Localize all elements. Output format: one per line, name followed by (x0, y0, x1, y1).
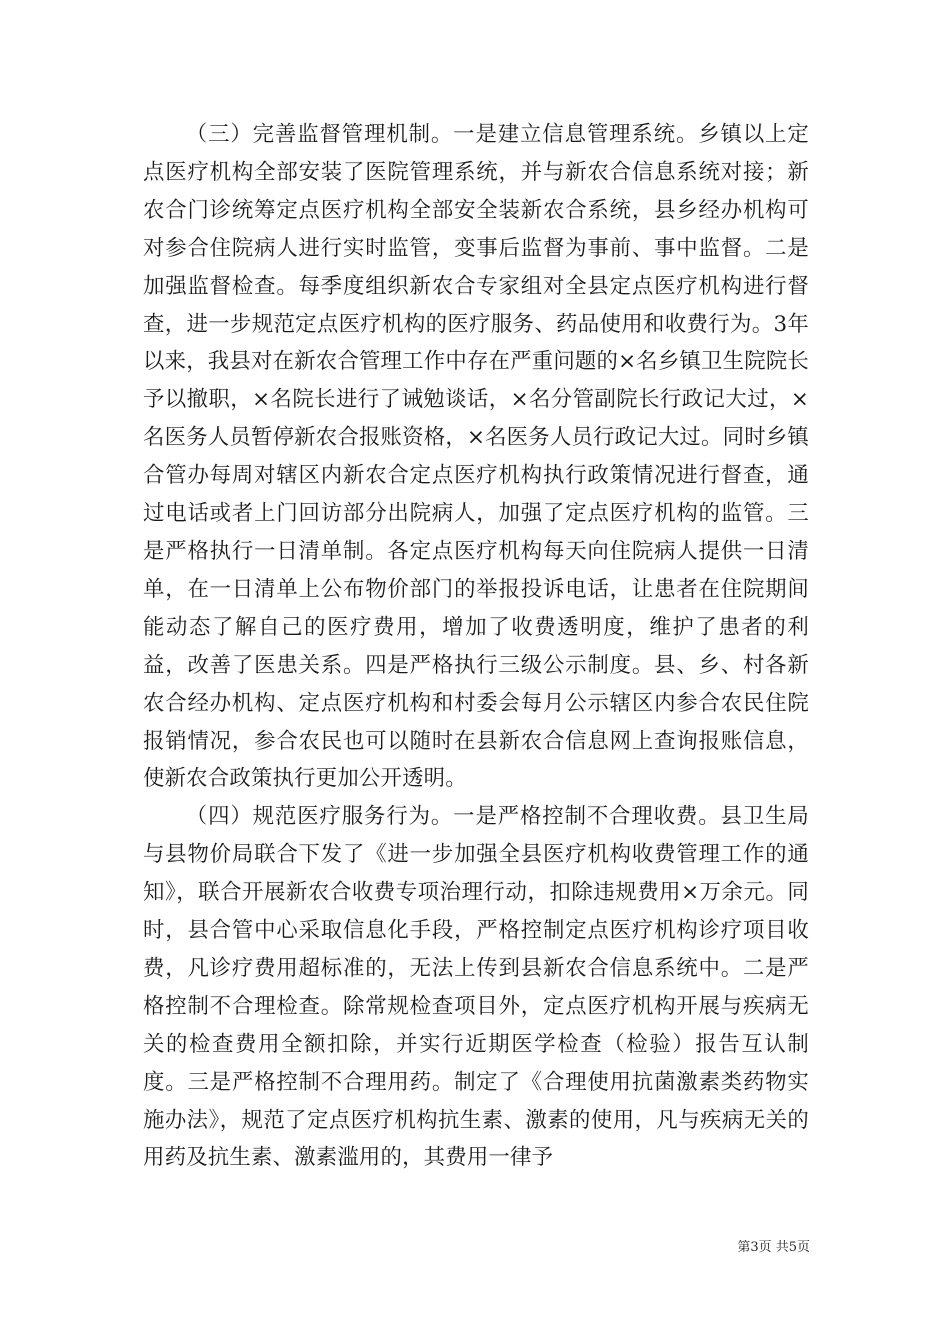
paragraph-medical-service-conduct: （四）规范医疗服务行为。一是严格控制不合理收费。县卫生局与县物价局联合下发了《进一步加强全县医疗机构收费管理工作的通知》，联合开展新农合收费专项治理行动，扣除违规费用×万余元。同时，县合管中心采取信息化手段，严格控制定点医疗机构诊疗项目收费，凡诊疗费用超标准的，无法上传到县新农合信息系统中。二是严格控制不合理检查。除常规检查项目外，定点医疗机构开展与疾病无关的检查费用全额扣除，并实行近期医学检查（检验）报告互认制度。三是严格控制不合理用药。制定了《合理使用抗菌激素类药物实施办法》，规范了定点医疗机构抗生素、激素的使用，凡与疾病无关的用药及抗生素、激素滥用的，其费用一律予 (143, 804, 809, 1171)
paragraph-supervision-mechanism: （三）完善监督管理机制。一是建立信息管理系统。乡镇以上定点医疗机构全部安装了医院管理系统，并与新农合信息系统对接；新农合门诊统筹定点医疗机构全部安全装新农合系统，县乡经办机构可对参合住院病人进行实时监管，变事后监督为事前、事中监督。二是加强监督检查。每季度组织新农合专家组对全县定点医疗机构进行督查，进一步规范定点医疗机构的医疗服务、药品使用和收费行为。3年以来，我县对在新农合管理工作中存在严重问题的×名乡镇卫生院院长予以撤职，×名院长进行了诫勉谈话，×名分管副院长行政记大过，×名医务人员暂停新农合报账资格，×名医务人员行政记大过。同时乡镇合管办每周对辖区内新农合定点医疗机构执行政策情况进行督查，通过电话或者上门回访部分出院病人，加强了定点医疗机构的监管。三是严格执行一日清单制。各定点医疗机构每天向住院病人提供一日清单，在一日清单上公布物价部门的举报投诉电话，让患者在住院期间能动态了解自己的医疗费用，增加了收费透明度，维护了患者的利益，改善了医患关系。四是严格执行三级公示制度。县、乡、村各新农合经办机构、定点医疗机构和村委会每月公示辖区内参合农民住院报销情况，参合农民也可以随时在县新农合信息网上查询报账信息，使新农合政策执行更加公开透明。 (143, 122, 809, 792)
body-text (143, 116, 809, 1177)
page-number: 第3页 共5页 (737, 1240, 810, 1255)
